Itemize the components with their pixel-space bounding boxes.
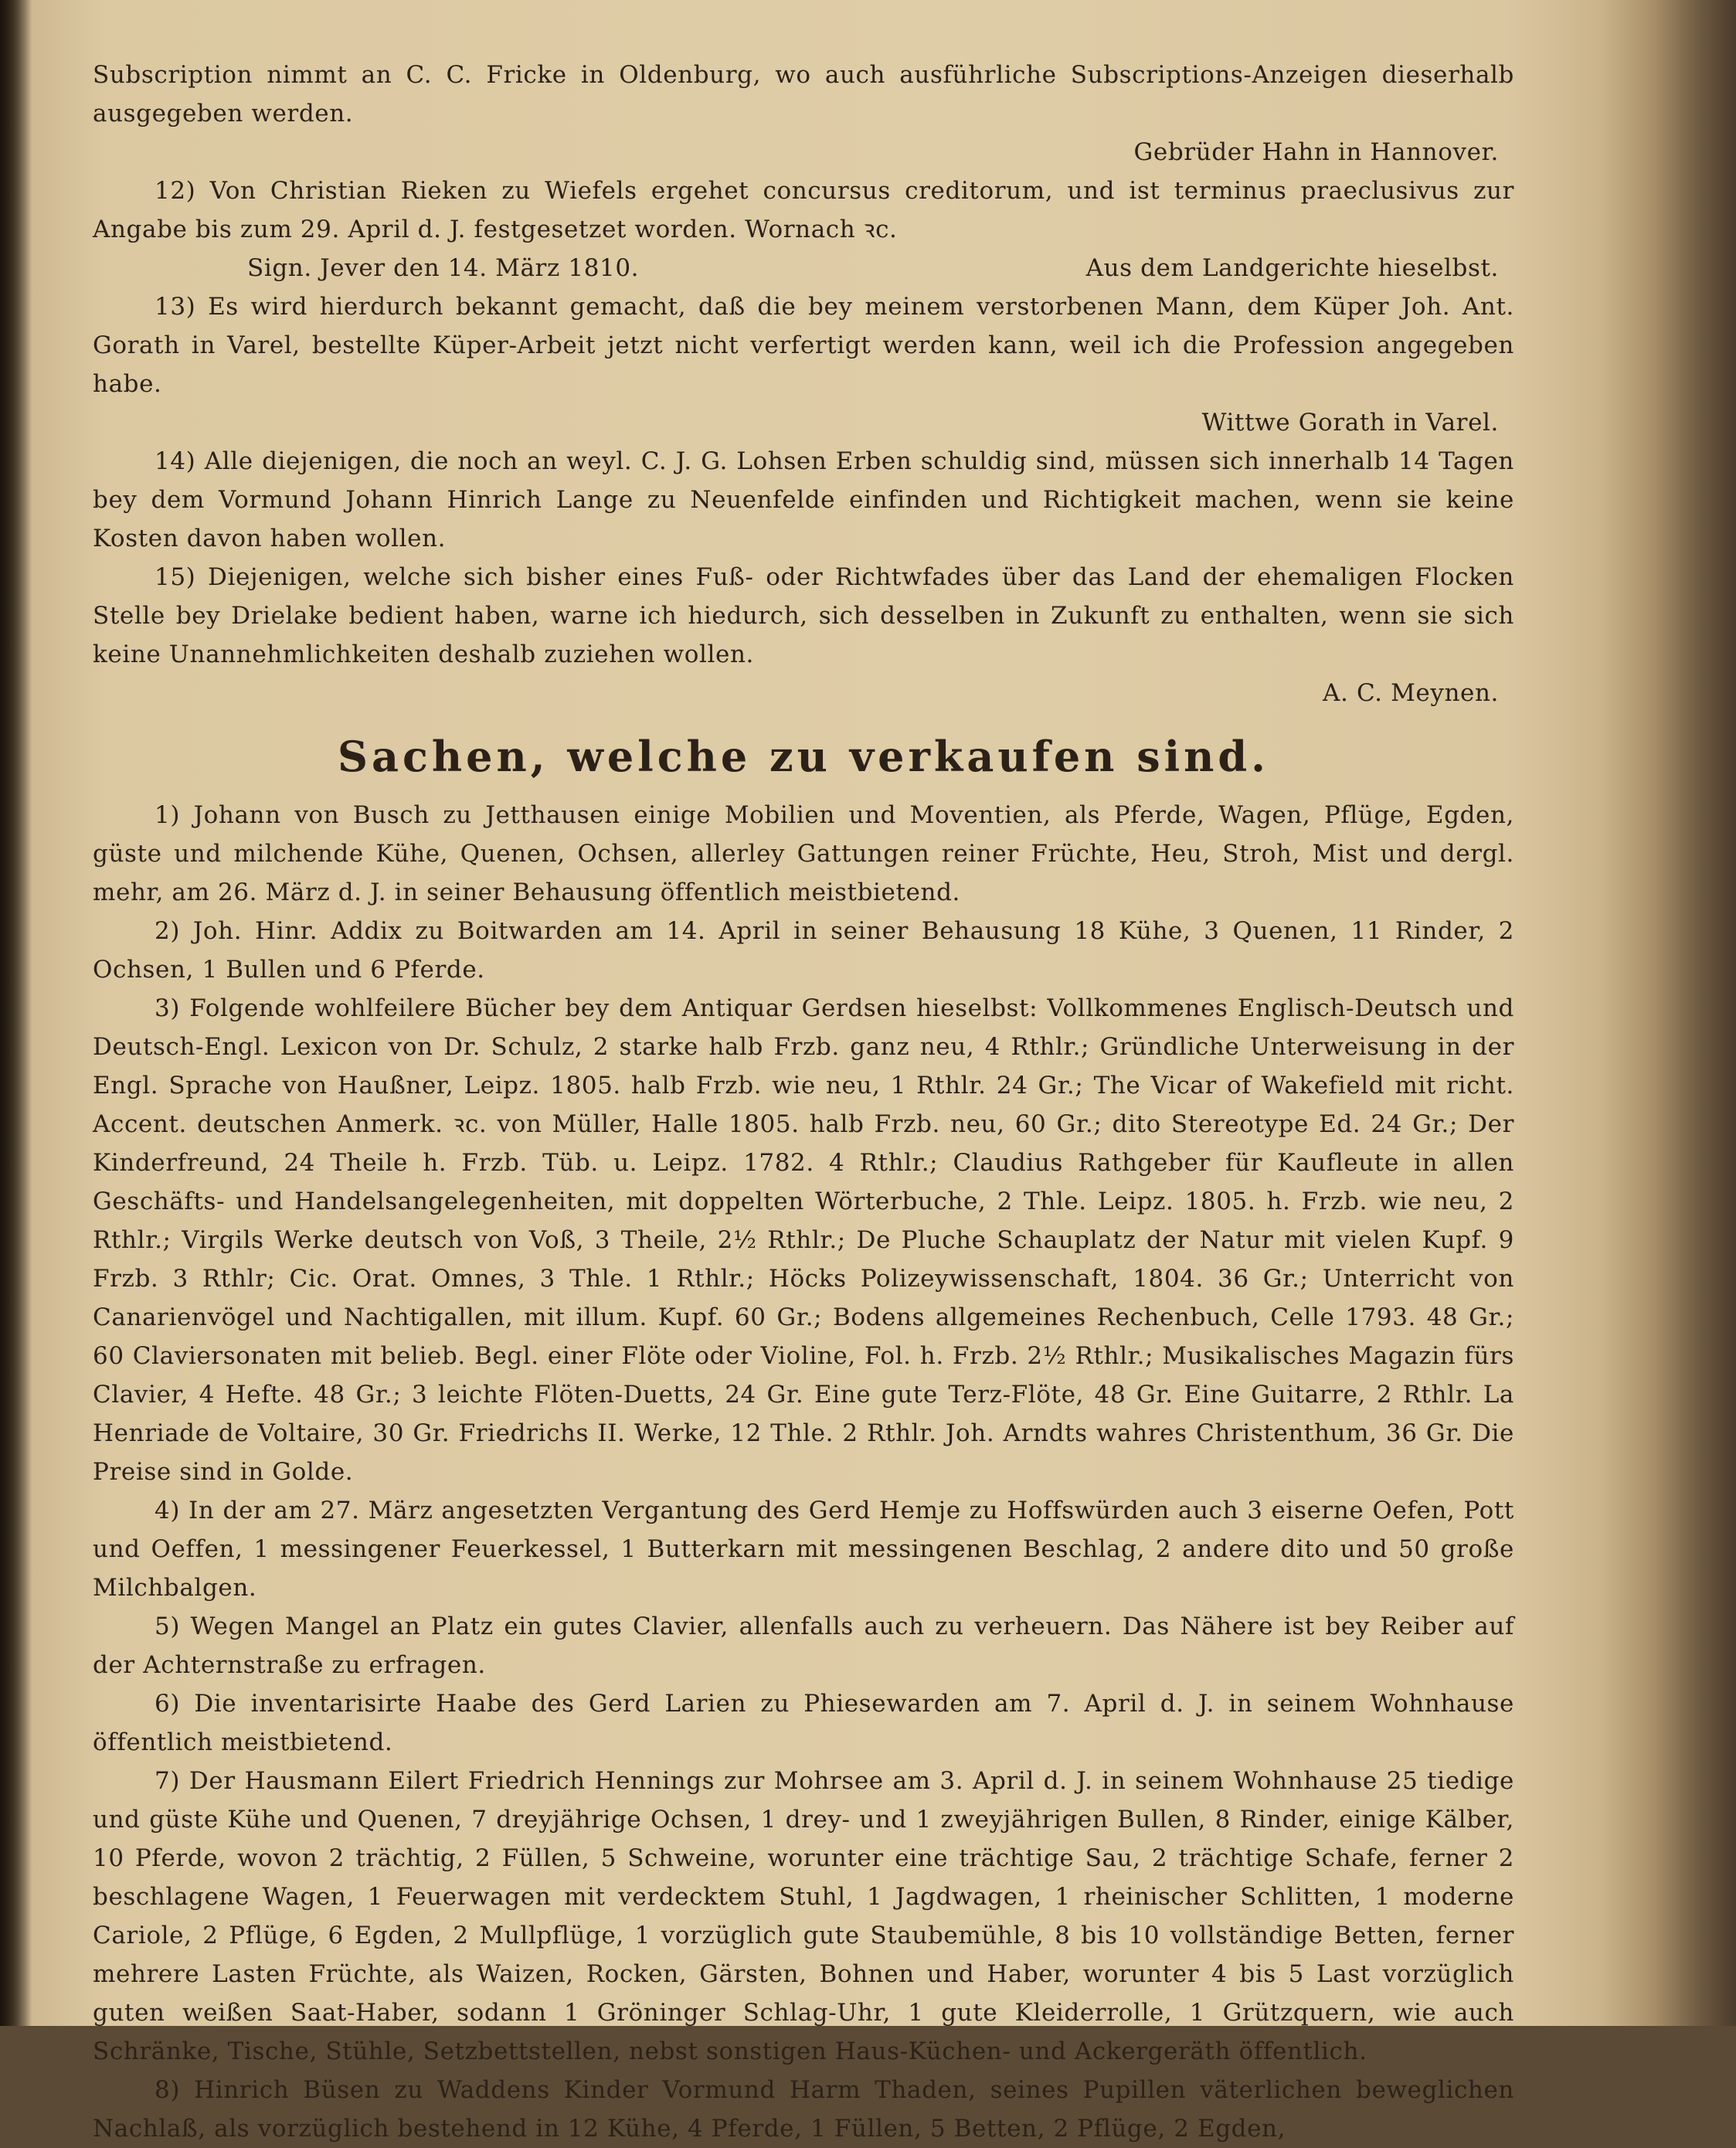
section-heading: Sachen, welche zu verkaufen sind. [338,732,1269,781]
notice-signature: Aus dem Landgerichte hieselbst. [1085,254,1499,282]
notice-paragraph: 15) Diejenigen, welche sich bisher eines Fuß- oder Richtwfades über das Land der ehemaligen Flocken Stelle bey Drielake bedient haben, warne ich hiedurch, sich desselben in Zukunft zu enthalten, wenn sie sich keine Unannehmlichkeiten deshalb zuziehen wollen. [93,563,1514,668]
notice-paragraph: 14) Alle diejenigen, die noch an weyl. C. J. G. Lohsen Erben schuldig sind, müssen sich innerhalb 14 Tagen bey dem Vormund Johann Hinrich Lange zu Neuenfelde einfinden und Richtigkeit machen, wenn sie keine Kosten davon haben wollen. [93,447,1514,552]
binding-shadow [0,0,32,2026]
notice-paragraph: 12) Von Christian Rieken zu Wiefels ergehet concursus creditorum, und ist terminus praeclusivus zur Angabe bis zum 29. April d. J. festgesetzet worden. Wornach ꝛc. [93,177,1514,243]
sale-item: 5) Wegen Mangel an Platz ein gutes Clavier, allenfalls auch zu verheuern. Das Nähere ist bey Reiber auf der Achternstraße zu erfragen. [93,1613,1514,1679]
notice-signature: A. C. Meynen. [1323,679,1499,707]
sale-item: 6) Die inventarisirte Haabe des Gerd Larien zu Phiesewarden am 7. April d. J. in seinem Wohnhause öffentlich meistbietend. [93,1690,1514,1756]
sale-item: 7) Der Hausmann Eilert Friedrich Hennings zur Mohrsee am 3. April d. J. in seinem Wohnhause 25 tiedige und güste Kühe und Quenen, 7 dreyjährige Ochsen, 1 drey- und 1 zweyjährigen Bullen, 8 Rinder, einige Kälber, 10 Pferde, wovon 2 trächtig, 2 Füllen, 5 Schweine, worunter eine trächtige Sau, 2 trächtige Schafe, ferner 2 beschlagene Wagen, 1 Feuerwagen mit verdecktem Stuhl, 1 Jagdwagen, 1 rheinischer Schlitten, 1 moderne Cariole, 2 Pflüge, 6 Egden, 2 Mullpflüge, 1 vorzüglich gute Staubemühle, 8 bis 10 vollständige Betten, ferner mehrere Lasten Früchte, als Waizen, Rocken, Gärsten, Bohnen und Haber, worunter 4 bis 5 Last vorzüglich guten weißen Saat-Haber, sodann 1 Gröninger Schlag-Uhr, 1 gute Kleiderrolle, 1 Grützquern, wie auch Schränke, Tische, Stühle, Setzbettstellen, nebst sonstigen Haus-Küchen- und Ackergeräth öffentlich. [93,1767,1514,2065]
notice-signature: Gebrüder Hahn in Hannover. [1133,138,1499,166]
page-text [93,56,1514,2148]
sale-item: 4) In der am 27. März angesetzten Vergantung des Gerd Hemje zu Hoffswürden auch 3 eiserne Oefen, Pott und Oeffen, 1 messingener Feuerkessel, 1 Butterkarn mit messingenen Beschlag, 2 andere dito und 50 große Milchbalgen. [93,1497,1514,1602]
sale-item: 1) Johann von Busch zu Jetthausen einige Mobilien und Moventien, als Pferde, Wagen, Pflüge, Egden, güste und milchende Kühe, Quenen, Ochsen, allerley Gattungen reiner Früchte, Heu, Stroh, Mist und dergl. mehr, am 26. März d. J. in seiner Behausung öffentlich meistbietend. [93,801,1514,906]
notice-paragraph: 13) Es wird hierdurch bekannt gemacht, daß die bey meinem verstorbenen Mann, dem Küper Joh. Ant. Gorath in Varel, bestellte Küper-Arbeit jetzt nicht verfertigt werden kann, weil ich die Profession angegeben habe. [93,293,1514,398]
notice-signature: Wittwe Gorath in Varel. [1201,409,1499,437]
sale-item: 8) Hinrich Büsen zu Waddens Kinder Vormund Harm Thaden, seines Pupillen väterlichen beweglichen Nachlaß, als vorzüglich bestehend in 12 Kühe, 4 Pferde, 1 Füllen, 5 Betten, 2 Pflüge, 2 Egden, [93,2076,1514,2143]
notice-date-line: Sign. Jever den 14. März 1810. Aus dem Landgerichte hieselbst. [93,249,1514,287]
sale-item: 2) Joh. Hinr. Addix zu Boitwarden am 14. April in seiner Behausung 18 Kühe, 3 Quenen, 11 Rinder, 2 Ochsen, 1 Bullen und 6 Pferde. [93,917,1514,984]
notice-paragraph: Subscription nimmt an C. C. Fricke in Oldenburg, wo auch ausführliche Subscriptions-Anzeigen dieserhalb ausgegeben werden. [93,61,1514,127]
sale-item: 3) Folgende wohlfeilere Bücher bey dem Antiquar Gerdsen hieselbst: Vollkommenes Englisch-Deutsch und Deutsch-Engl. Lexicon von Dr. Schulz, 2 starke halb Frzb. ganz neu, 4 Rthlr.; Gründliche Unterweisung in der Engl. Sprache von Haußner, Leipz. 1805. halb Frzb. wie neu, 1 Rthlr. 24 Gr.; The Vicar of Wakefield mit richt. Accent. deutschen Anmerk. ꝛc. von Müller, Halle 1805. halb Frzb. neu, 60 Gr.; dito Stereotype Ed. 24 Gr.; Der Kinderfreund, 24 Theile h. Frzb. Tüb. u. Leipz. 1782. 4 Rthlr.; Claudius Rathgeber für Kaufleute in allen Geschäfts- und Handelsangelegenheiten, mit doppelten Wörterbuche, 2 Thle. Leipz. 1805. h. Frzb. wie neu, 2 Rthlr.; Virgils Werke deutsch von Voß, 3 Theile, 2½ Rthlr.; De Pluche Schauplatz der Natur mit vielen Kupf. 9 Frzb. 3 Rthlr; Cic. Orat. Omnes, 3 Thle. 1 Rthlr.; Höcks Polizeywissenschaft, 1804. 36 Gr.; Unterricht von Canarienvögel und Nachtigallen, mit illum. Kupf. 60 Gr.; Bodens allgemeines Rechenbuch, Celle 1793. 48 Gr.; 60 Claviersonaten mit belieb. Begl. einer Flöte oder Violine, Fol. h. Frzb. 2½ Rthlr.; Musikalisches Magazin fürs Clavier, 4 Hefte. 48 Gr.; 3 leichte Flöten-Duetts, 24 Gr. Eine gute Terz-Flöte, 48 Gr. Eine Guitarre, 2 Rthlr. La Henriade de Voltaire, 30 Gr. Friedrichs II. Werke, 12 Thle. 2 Rthlr. Joh. Arndts wahres Christenthum, 36 Gr. Die Preise sind in Golde. [93,994,1514,1486]
